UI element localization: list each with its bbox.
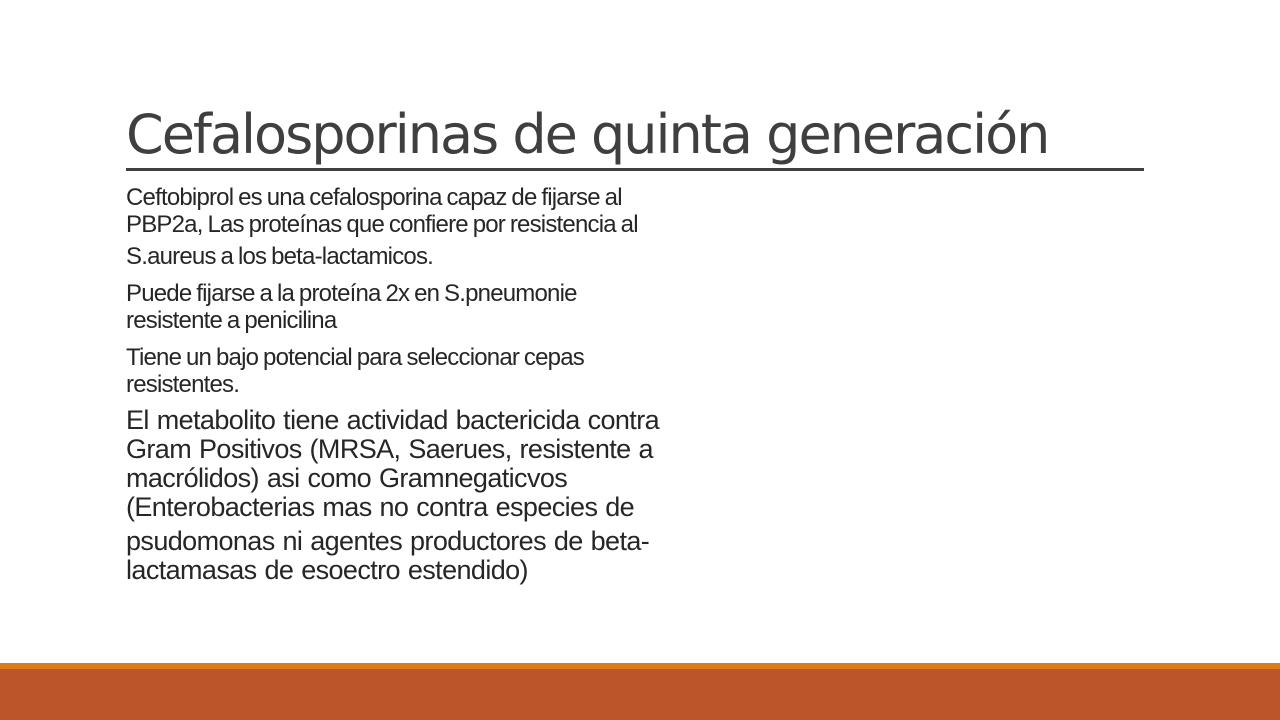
paragraph-line: resistentes.: [126, 371, 240, 398]
paragraph-line: Gram Positivos (MRSA, Saerues, resistente a: [126, 434, 653, 464]
paragraph-line: PBP2a, Las proteínas que confiere por resistencia al: [126, 211, 638, 238]
paragraph-line: S.aureus a los beta-lactamicos.: [126, 243, 434, 270]
paragraph-proteina-2x: [126, 280, 866, 334]
paragraph-metabolito: [126, 406, 866, 585]
paragraph-line: Tiene un bajo potencial para seleccionar cepas: [126, 344, 584, 371]
paragraph-line: (Enterobacterias mas no contra especies de: [126, 492, 635, 522]
footer-band: [0, 669, 1280, 720]
paragraph-line: psudomonas ni agentes productores de beta-: [126, 526, 650, 556]
paragraph-line: Ceftobiprol es una cefalosporina capaz de fijarse al: [126, 184, 622, 211]
slide-body: [126, 184, 866, 595]
paragraph-line: macrólidos) asi como Gramnegaticvos: [126, 463, 568, 493]
paragraph-line: resistente a penicilina: [126, 307, 337, 334]
paragraph-ceftobiprol: [126, 184, 866, 270]
paragraph-bajo-potencial: [126, 344, 866, 398]
paragraph-line: Puede fijarse a la proteína 2x en S.pneumonie: [126, 280, 577, 307]
paragraph-line: lactamasas de esoectro estendido): [126, 555, 528, 585]
paragraph-line: El metabolito tiene actividad bactericida contra: [126, 405, 660, 435]
slide-title: Cefalosporinas de quinta generación: [126, 103, 1049, 166]
title-underline: [126, 168, 1144, 171]
